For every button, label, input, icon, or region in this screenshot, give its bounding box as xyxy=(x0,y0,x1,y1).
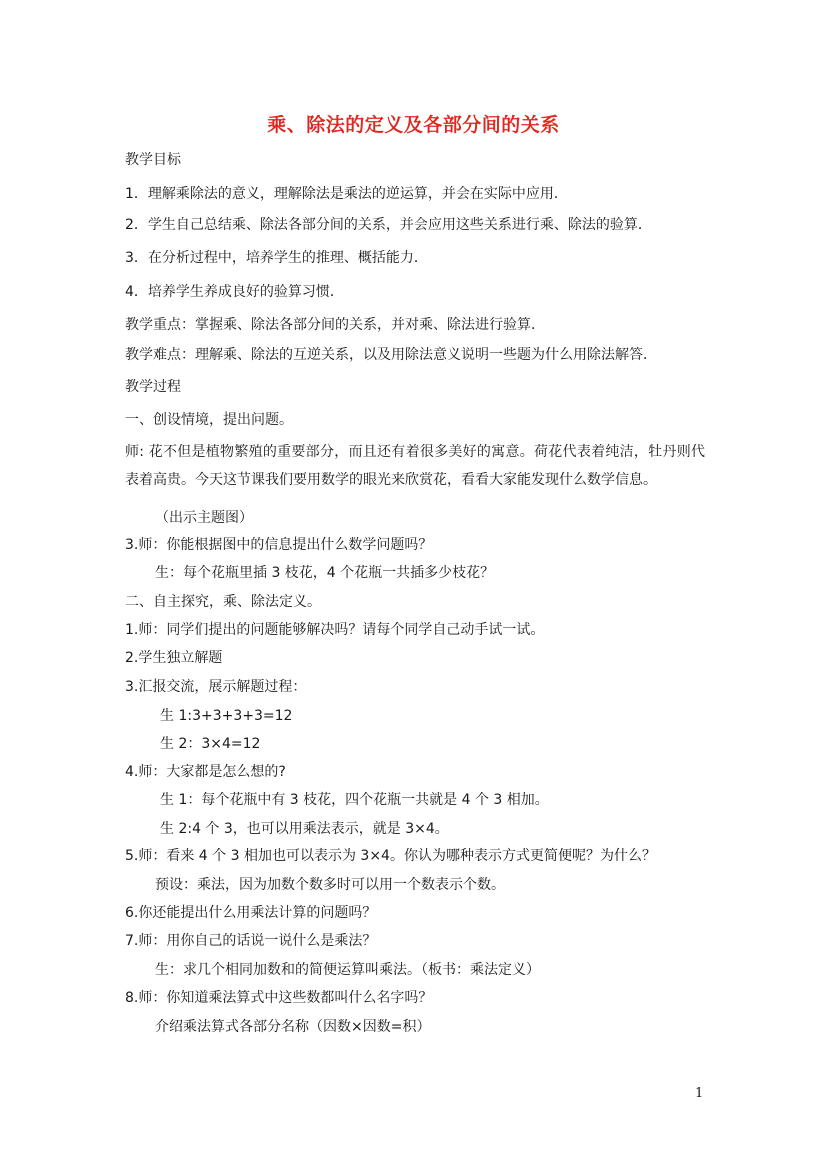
step-line: 3.师：你能根据图中的信息提出什么数学问题吗？ xyxy=(125,537,433,553)
objective-item: 3．在分析过程中，培养学生的推理、概括能力． xyxy=(125,250,428,266)
section-heading: 教学目标 xyxy=(125,152,181,168)
page-number: 1 xyxy=(695,1086,704,1101)
document-title: 乘、除法的定义及各部分间的关系 xyxy=(267,114,560,136)
intro-line: 介绍乘法算式各部分名称（因数×因数=积） xyxy=(155,1019,431,1035)
step-line: 2.学生独立解题 xyxy=(125,650,223,666)
student-line: 生 1:3+3+3+3=12 xyxy=(160,708,293,724)
note-line: （出示主题图） xyxy=(155,510,253,526)
preset-line: 预设：乘法，因为加数个数多时可以用一个数表示个数。 xyxy=(155,877,505,893)
step-heading: 一、创设情境，提出问题。 xyxy=(125,412,293,428)
student-line: 生 1：每个花瓶中有 3 枝花，四个花瓶一共就是 4 个 3 相加。 xyxy=(160,792,549,808)
step-line: 3.汇报交流，展示解题过程： xyxy=(125,679,307,695)
step-line: 7.师：用你自己的话说一说什么是乘法？ xyxy=(125,933,377,949)
step-line: 1.师：同学们提出的问题能够解决吗？请每个同学自己动手试一试。 xyxy=(125,622,545,638)
step-heading: 二、自主探究，乘、除法定义。 xyxy=(125,594,321,610)
student-line: 生 2：3×4=12 xyxy=(160,736,261,752)
section-heading: 教学过程 xyxy=(125,379,181,395)
objective-item: 4．培养学生养成良好的验算习惯． xyxy=(125,284,344,300)
step-line: 8.师：你知道乘法算式中这些数都叫什么名字吗？ xyxy=(125,990,433,1006)
intro-paragraph: 师: 花不但是植物繁殖的重要部分，而且还有着很多美好的寓意。荷花代表着纯洁，牡丹则代表着高贵。今天这节课我们要用数学的眼光来欣赏花，看看大家能发现什么数学信息。 xyxy=(125,444,705,488)
step-line: 5.师：看来 4 个 3 相加也可以表示为 3×4。你认为哪种表示方式更简便呢？为什么？ xyxy=(125,848,656,864)
objective-item: 1．理解乘除法的意义，理解除法是乘法的逆运算，并会在实际中应用． xyxy=(125,186,568,202)
student-line: 生 2:4 个 3，也可以用乘法表示，就是 3×4。 xyxy=(160,821,449,837)
difficult-point: 教学难点：理解乘、除法的互逆关系，以及用除法意义说明一些题为什么用除法解答． xyxy=(125,347,657,363)
step-line: 4.师：大家都是怎么想的? xyxy=(125,764,286,780)
key-point: 教学重点：掌握乘、除法各部分间的关系，并对乘、除法进行验算． xyxy=(125,317,545,333)
objective-item: 2．学生自己总结乘、除法各部分间的关系，并会应用这些关系进行乘、除法的验算． xyxy=(125,217,652,233)
student-line: 生：求几个相同加数和的简便运算叫乘法。（板书：乘法定义） xyxy=(155,962,540,978)
student-line: 生：每个花瓶里插 3 枝花，4 个花瓶一共插多少枝花？ xyxy=(155,565,495,581)
step-line: 6.你还能提出什么用乘法计算的问题吗？ xyxy=(125,905,377,921)
